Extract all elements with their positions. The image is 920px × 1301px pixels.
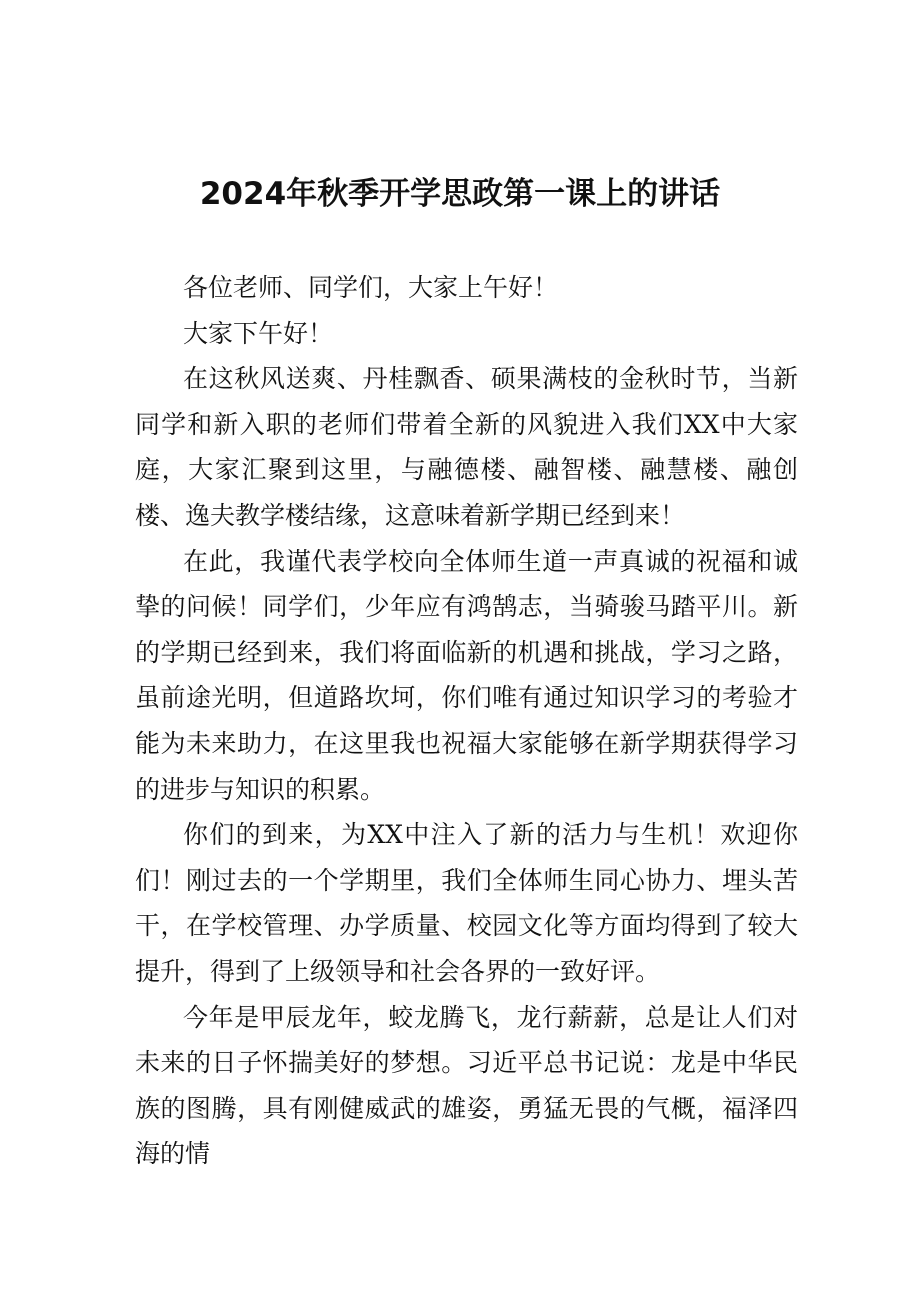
document-title: 2024年秋季开学思政第一课上的讲话 <box>199 176 721 212</box>
paragraph-dragon-year: 今年是甲辰龙年，蛟龙腾飞，龙行薪薪，总是让人们对未来的日子怀揣美好的梦想。习近平总书记说：龙是中华民族的图腾，具有刚健威武的雄姿，勇猛无畏的气概，福泽四海的情 <box>135 1002 798 1169</box>
paragraph-greeting-afternoon: 大家下午好！ <box>183 318 334 348</box>
paragraph-greeting-morning: 各位老师、同学们，大家上午好！ <box>183 273 559 302</box>
paragraph-autumn-welcome: 在这秋风送爽、丹桂飘香、硕果满枝的金秋时节，当新同学和新入职的老师们带着全新的风貌进入我们XX中大家庭，大家汇聚到这里，与融德楼、融智楼、融慧楼、融创楼、逸夫教学楼结缘，这意味着新学期已经到来！ <box>135 364 798 530</box>
document-body <box>135 265 798 1177</box>
paragraph-blessing: 在此，我谨代表学校向全体师生道一声真诚的祝福和诚挚的问候！同学们，少年应有鸿鹄志，当骑骏马踏平川。新的学期已经到来，我们将面临新的机遇和挑战，学习之路，虽前途光明，但道路坎坷，你们唯有通过知识学习的考验才能为未来助力，在这里我也祝福大家能够在新学期获得学习的进步与知识的积累。 <box>135 546 798 804</box>
paragraph-arrival: 你们的到来，为XX中注入了新的活力与生机！欢迎你们！刚过去的一个学期里，我们全体师生同心协力、埋头苦干，在学校管理、办学质量、校园文化等方面均得到了较大提升，得到了上级领导和社会各界的一致好评。 <box>135 820 798 986</box>
